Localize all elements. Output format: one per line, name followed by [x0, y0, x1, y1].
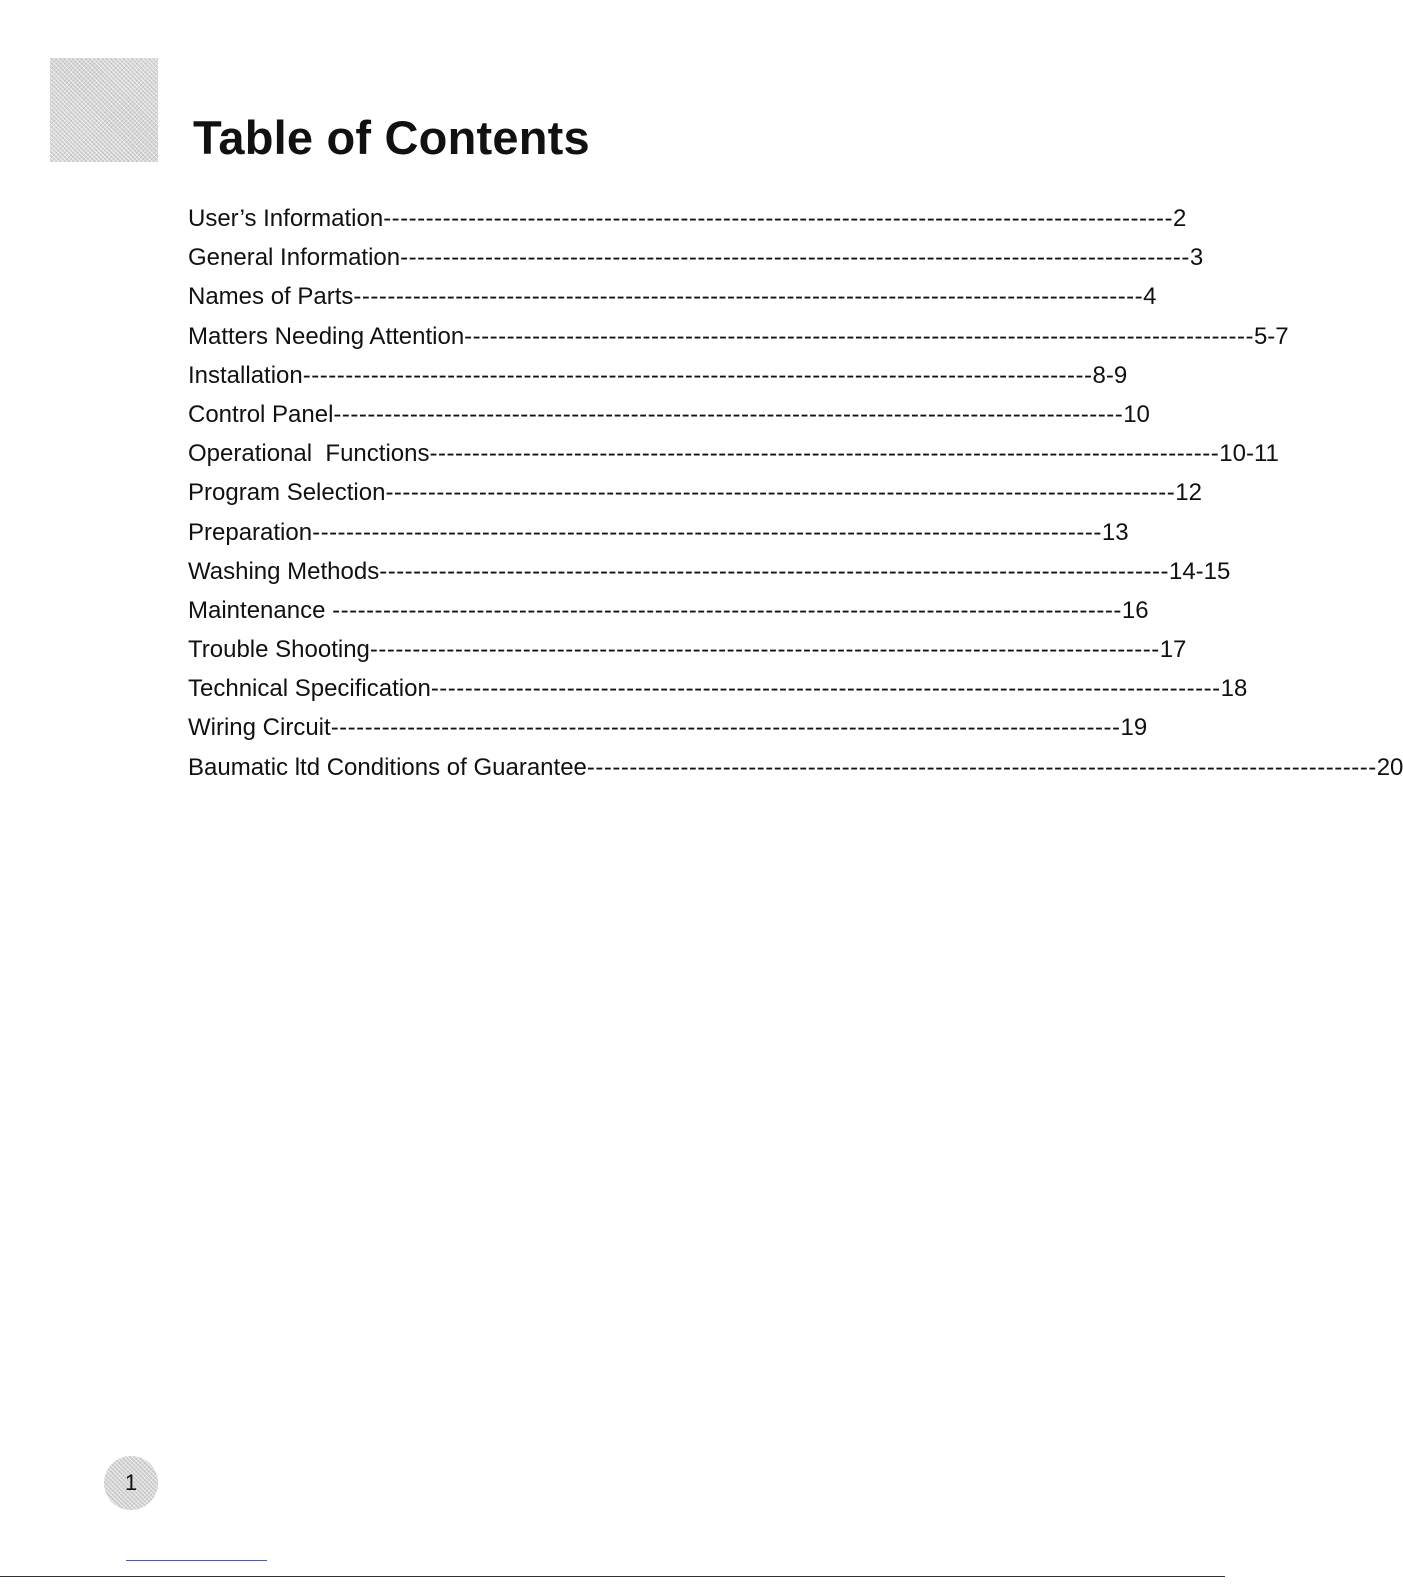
page-number-badge — [104, 1456, 158, 1510]
toc-entry-operational-functions[interactable] — [188, 434, 1279, 473]
toc-leader-dashes: --------------------------------------------------------------------------------------------- — [385, 479, 1176, 507]
toc-entry-page: 13 — [1101, 518, 1129, 546]
toc-entry-label: General Information — [188, 244, 401, 272]
toc-entry-control-panel[interactable] — [188, 395, 1150, 434]
toc-entry-page: 2 — [1172, 205, 1187, 232]
toc-entry-users-information[interactable] — [188, 199, 1187, 238]
toc-entry-general-information[interactable] — [188, 238, 1204, 277]
toc-leader-dashes: --------------------------------------------------------------------------------------------- — [429, 440, 1220, 468]
toc-entry-label: Operational Functions — [188, 440, 430, 468]
toc-entry-label: Preparation — [188, 518, 313, 546]
toc-entry-label: Trouble Shooting — [188, 636, 370, 664]
toc-leader-dashes: --------------------------------------------------------------------------------------------- — [586, 753, 1377, 781]
toc-entry-names-of-parts[interactable] — [188, 277, 1157, 316]
toc-entry-label: Control Panel — [188, 400, 334, 428]
toc-entry-trouble-shooting[interactable] — [188, 630, 1187, 669]
toc-entry-label: Washing Methods — [188, 557, 380, 585]
page-title: Table of Contents — [193, 111, 590, 164]
toc-entry-preparation[interactable] — [188, 513, 1129, 552]
toc-entry-page: 17 — [1159, 636, 1187, 664]
toc-leader-dashes: --------------------------------------------------------------------------------------------- — [369, 636, 1160, 664]
toc-leader-dashes: --------------------------------------------------------------------------------------------- — [430, 675, 1221, 703]
toc-leader-dashes: --------------------------------------------------------------------------------------------- — [302, 361, 1093, 389]
toc-entry-label: Wiring Circuit — [188, 714, 331, 742]
toc-leader-dashes: --------------------------------------------------------------------------------------------- — [379, 557, 1169, 585]
toc-entry-label: Baumatic ltd Conditions of Guarantee — [188, 753, 587, 781]
toc-entry-page: 19 — [1120, 714, 1148, 742]
toc-entry-program-selection[interactable] — [188, 473, 1202, 512]
toc-entry-wiring-circuit[interactable] — [188, 708, 1148, 747]
toc-leader-dashes: --------------------------------------------------------------------------------------------- — [312, 518, 1102, 546]
toc-leader-dashes: --------------------------------------------------------------------------------------------- — [464, 322, 1254, 350]
toc-entry-label: Names of Parts — [188, 283, 354, 311]
toc-entry-page: 14-15 — [1168, 557, 1231, 585]
toc-entry-page: 5-7 — [1253, 322, 1289, 350]
toc-entry-page: 18 — [1220, 675, 1248, 703]
footer-divider — [0, 1576, 1225, 1577]
toc-leader-dashes: --------------------------------------------------------------------------------------------- — [400, 244, 1190, 272]
toc-leader-dashes: --------------------------------------------------------------------------------------------- — [383, 205, 1173, 232]
toc-entry-label: Program Selection — [188, 479, 386, 507]
toc-entry-page: 4 — [1143, 283, 1157, 311]
toc-entry-maintenance[interactable] — [188, 591, 1149, 630]
toc-entry-label: Technical Specification — [188, 675, 431, 703]
toc-leader-dashes: --------------------------------------------------------------------------------------------- — [333, 400, 1124, 428]
toc-entry-page: 8-9 — [1092, 361, 1128, 389]
toc-entry-installation[interactable] — [188, 356, 1128, 395]
toc-leader-dashes: --------------------------------------------------------------------------------------------- — [330, 714, 1121, 742]
toc-entry-page: 10-11 — [1219, 440, 1279, 468]
footer-link-underline — [126, 1560, 267, 1561]
table-of-contents — [188, 199, 1403, 787]
toc-entry-label: Matters Needing Attention — [188, 322, 465, 350]
decorative-corner-block — [50, 58, 158, 162]
toc-entry-page: 10 — [1123, 400, 1150, 428]
toc-entry-matters-needing-attention[interactable] — [188, 317, 1289, 356]
toc-entry-technical-specification[interactable] — [188, 669, 1248, 708]
toc-leader-dashes: --------------------------------------------------------------------------------------------- — [332, 596, 1122, 624]
toc-entry-label: Maintenance — [188, 596, 333, 624]
page-number: 1 — [124, 1470, 138, 1495]
toc-leader-dashes: --------------------------------------------------------------------------------------------- — [353, 283, 1144, 311]
toc-entry-page: 16 — [1121, 596, 1149, 624]
toc-entry-page: 3 — [1189, 244, 1204, 272]
toc-entry-conditions-of-guarantee[interactable] — [188, 748, 1403, 787]
toc-entry-label: Installation — [188, 361, 303, 389]
toc-entry-page: 12 — [1175, 479, 1202, 507]
toc-entry-washing-methods[interactable] — [188, 552, 1231, 591]
toc-entry-page: 20 — [1376, 753, 1403, 781]
toc-entry-label: User’s Information — [188, 205, 384, 232]
